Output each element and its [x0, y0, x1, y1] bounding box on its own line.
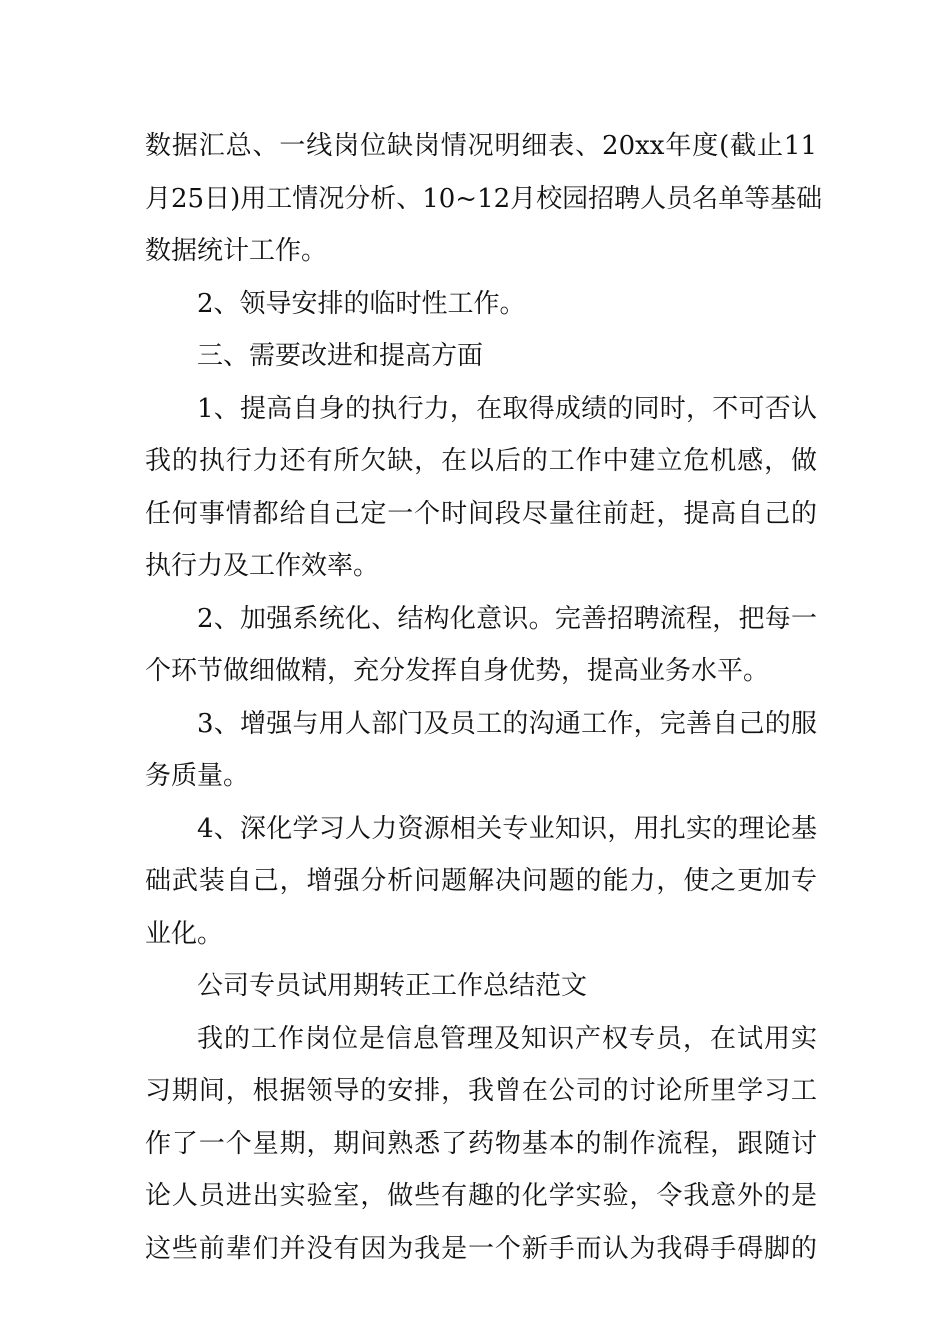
text-line: 月25日)用工情况分析、10~12月校园招聘人员名单等基础: [145, 183, 823, 214]
text-line: 3、增强与用人部门及员工的沟通工作，完善自己的服: [197, 708, 817, 739]
text-line: 执行力及工作效率。: [145, 551, 380, 581]
text-line: 础武装自己，增强分析问题解决问题的能力，使之更加专: [145, 866, 817, 896]
text-line: 个环节做细做精，充分发挥自身优势，提高业务水平。: [145, 656, 770, 686]
text-line: 我的工作岗位是信息管理及知识产权专员，在试用实: [197, 1023, 817, 1054]
document-body: [145, 120, 823, 1275]
text-line: 4、深化学习人力资源相关专业知识，用扎实的理论基: [197, 813, 817, 844]
section-heading: 三、需要改进和提高方面: [197, 341, 484, 371]
text-line: 数据汇总、一线岗位缺岗情况明细表、20xx年度(截止11: [145, 131, 817, 161]
text-line: 1、提高自身的执行力，在取得成绩的同时，不可否认: [197, 393, 817, 424]
text-line: 务质量。: [145, 761, 250, 791]
text-line: 2、领导安排的临时性工作。: [197, 288, 526, 319]
text-line: 我的执行力还有所欠缺，在以后的工作中建立危机感，做: [145, 446, 817, 476]
text-line: 习期间，根据领导的安排，我曾在公司的讨论所里学习工: [145, 1076, 817, 1106]
text-line: 论人员进出实验室，做些有趣的化学实验，令我意外的是: [145, 1181, 817, 1211]
article-title: 公司专员试用期转正工作总结范文: [197, 971, 588, 1001]
text-line: 任何事情都给自己定一个时间段尽量往前赶，提高自己的: [145, 498, 817, 529]
text-line: 业化。: [145, 918, 224, 949]
text-line: 数据统计工作。: [145, 236, 328, 266]
text-line: 这些前辈们并没有因为我是一个新手而认为我碍手碍脚的: [145, 1233, 817, 1264]
text-line: 作了一个星期，期间熟悉了药物基本的制作流程，跟随讨: [145, 1128, 817, 1159]
text-line: 2、加强系统化、结构化意识。完善招聘流程，把每一: [197, 603, 817, 634]
